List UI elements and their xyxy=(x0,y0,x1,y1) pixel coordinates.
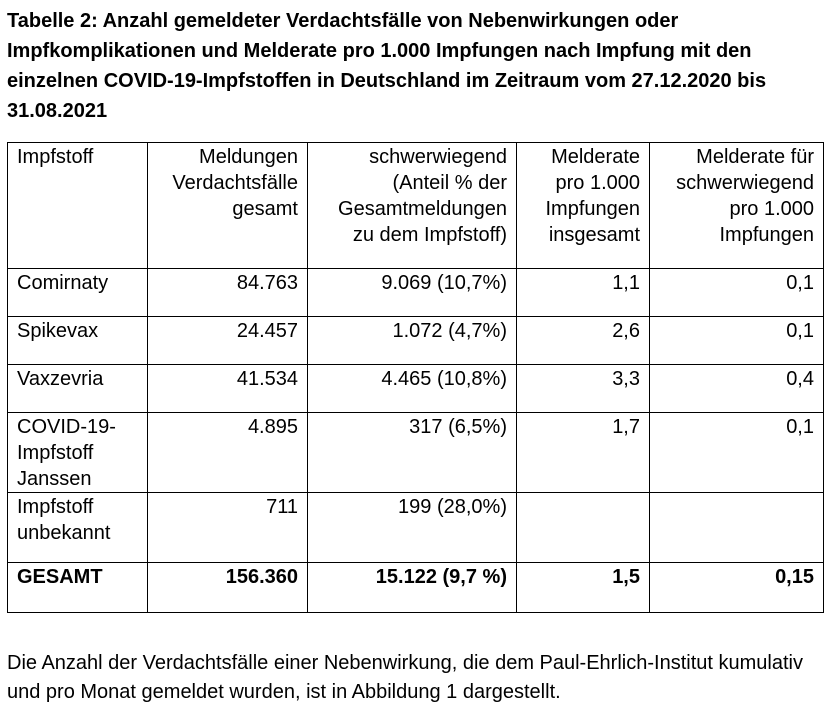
cell-melderate-schwer: 0,1 xyxy=(650,413,824,493)
table-caption: Tabelle 2: Anzahl gemeldeter Verdachtsfälle von Nebenwirkungen oder Impfkomplikationen und Melderate pro 1.000 Impfungen nach Impfung mit den einzelnen COVID-19-Impfstoffen in Deutschland im Zeitraum vom 27.12.2020 bis 31.08.2021 xyxy=(7,10,767,122)
cell-meldungen: 84.763 xyxy=(148,269,308,317)
vaccine-report-table xyxy=(7,142,824,613)
cell-melderate-schwer: 0,1 xyxy=(650,317,824,365)
cell-schwerwiegend: 4.465 (10,8%) xyxy=(308,365,517,413)
cell-schwerwiegend: 9.069 (10,7%) xyxy=(308,269,517,317)
cell-melderate: 2,6 xyxy=(517,317,650,365)
total-meldungen: 156.360 xyxy=(148,563,308,613)
table-row xyxy=(8,413,824,493)
header-schwerwiegend: schwerwiegend (Anteil % der Gesamtmeldungen zu dem Impfstoff) xyxy=(308,143,517,269)
total-melderate: 1,5 xyxy=(517,563,650,613)
cell-melderate: 1,7 xyxy=(517,413,650,493)
total-schwerwiegend: 15.122 (9,7 %) xyxy=(308,563,517,613)
cell-melderate xyxy=(517,493,650,563)
table-row xyxy=(8,269,824,317)
cell-impfstoff: Spikevax xyxy=(8,317,148,365)
header-melderate-schwer: Melderate für schwerwiegend pro 1.000 Impfungen xyxy=(650,143,824,269)
total-row xyxy=(8,563,824,613)
cell-meldungen: 41.534 xyxy=(148,365,308,413)
cell-melderate: 1,1 xyxy=(517,269,650,317)
total-label: GESAMT xyxy=(8,563,148,613)
cell-melderate-schwer: 0,1 xyxy=(650,269,824,317)
cell-schwerwiegend: 317 (6,5%) xyxy=(308,413,517,493)
cell-impfstoff: COVID-19-Impfstoff Janssen xyxy=(8,413,148,493)
table-row xyxy=(8,317,824,365)
cell-schwerwiegend: 199 (28,0%) xyxy=(308,493,517,563)
cell-meldungen: 711 xyxy=(148,493,308,563)
footer-paragraph: Die Anzahl der Verdachtsfälle einer Nebenwirkung, die dem Paul-Ehrlich-Institut kumulativ und pro Monat gemeldet wurden, ist in Abbildung 1 dargestellt. xyxy=(7,652,803,703)
table-row xyxy=(8,365,824,413)
table-row xyxy=(8,493,824,563)
cell-melderate-schwer xyxy=(650,493,824,563)
cell-melderate: 3,3 xyxy=(517,365,650,413)
header-impfstoff: Impfstoff xyxy=(8,143,148,269)
total-melderate-schwer: 0,15 xyxy=(650,563,824,613)
header-meldungen: Meldungen Verdachtsfälle gesamt xyxy=(148,143,308,269)
cell-impfstoff: Vaxzevria xyxy=(8,365,148,413)
cell-impfstoff: Impfstoff unbekannt xyxy=(8,493,148,563)
cell-impfstoff: Comirnaty xyxy=(8,269,148,317)
cell-meldungen: 24.457 xyxy=(148,317,308,365)
cell-schwerwiegend: 1.072 (4,7%) xyxy=(308,317,517,365)
cell-meldungen: 4.895 xyxy=(148,413,308,493)
header-melderate: Melderate pro 1.000 Impfungen insgesamt xyxy=(517,143,650,269)
cell-melderate-schwer: 0,4 xyxy=(650,365,824,413)
header-row xyxy=(8,143,824,269)
